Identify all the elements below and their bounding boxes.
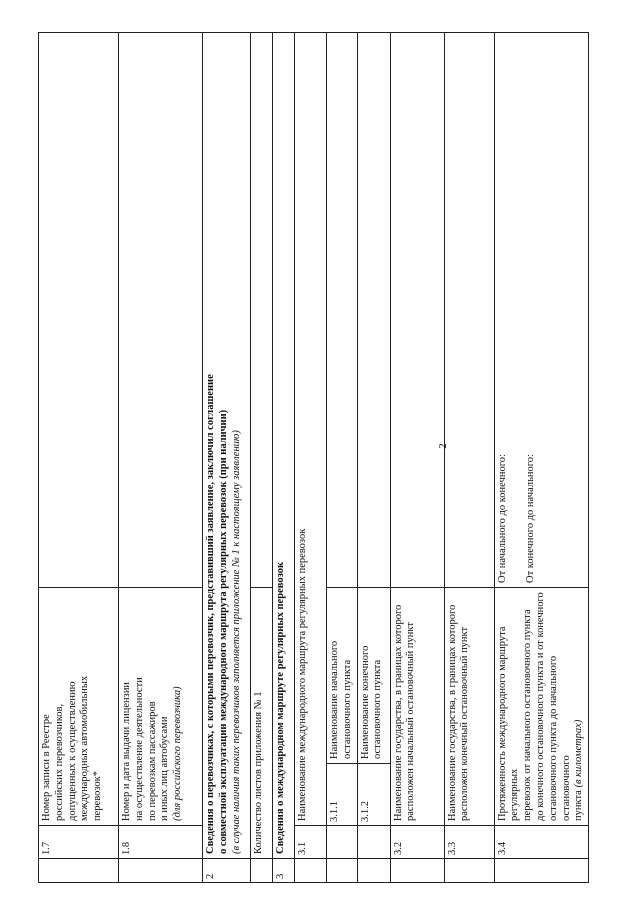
- row-number: 3.1.1: [327, 764, 358, 826]
- label-line: Номер и дата выдачи лицензии: [121, 681, 132, 821]
- value-cell[interactable]: [494, 32, 589, 587]
- row-3-3: [444, 32, 494, 882]
- row-3-1: [295, 32, 327, 882]
- application-form-table: [38, 32, 589, 883]
- row-number: 1.7: [39, 826, 119, 859]
- label-line: перевозок*: [92, 770, 104, 821]
- value-cell[interactable]: [39, 32, 119, 587]
- label-note: (для российского перевозчика): [172, 686, 184, 821]
- row-label: [444, 587, 494, 825]
- label-line: международных автомобильных: [79, 675, 91, 821]
- row-label: Наименование международного маршрута регулярных перевозок: [295, 32, 327, 825]
- row-number: 3.1: [295, 826, 327, 859]
- row-3-1-1: [327, 32, 358, 882]
- row-1-7: [39, 32, 119, 882]
- row-number: 3: [273, 859, 295, 883]
- label-line: российских перевозчиков,: [53, 703, 65, 821]
- row-1-8: [119, 32, 203, 882]
- value-cell[interactable]: [251, 32, 273, 587]
- value-cell[interactable]: [357, 32, 390, 587]
- label-line: до конечного остановочного пункта и от конечного: [534, 592, 546, 821]
- label-line: остановочного пункта до начального остановочного: [547, 655, 572, 821]
- row-3-2: [390, 32, 444, 882]
- label-line: по перевозкам пассажиров: [146, 701, 158, 821]
- label-line: Номер записи в Реестре: [41, 714, 52, 821]
- label-line: расположен начальный остановочный пункт: [405, 622, 417, 821]
- label-line: Наименование государства, в границах которого: [446, 604, 458, 821]
- distance-backward-label: От конечного до начального:: [525, 454, 537, 583]
- value-cell[interactable]: [327, 32, 358, 587]
- label-tail: пункта: [573, 787, 585, 821]
- row-2: [203, 32, 251, 882]
- value-cell[interactable]: [119, 32, 203, 587]
- section-heading: Сведения о международном маршруте регулярных перевозок: [273, 32, 295, 858]
- row-label: Наименование начального остановочного пункта: [327, 587, 358, 763]
- distance-forward-label: От начального до конечного:: [496, 454, 508, 583]
- label-line: перевозок от начального остановочного пункта: [522, 609, 534, 821]
- label-unit: (в километрах): [573, 719, 585, 788]
- row-label: [390, 587, 444, 825]
- row-number: 1.8: [119, 826, 203, 859]
- row-label: [494, 587, 589, 825]
- row-label: [119, 587, 203, 825]
- row-number: 3.3: [444, 826, 494, 859]
- label-line: и иных лиц автобусами: [159, 716, 171, 821]
- heading-note: (в случае наличия таких перевозчиков заполняется приложение № 1 к настоящему заявлению): [230, 430, 242, 854]
- label-line: [573, 592, 586, 821]
- label-line: допущенных к осуществлению: [66, 681, 78, 821]
- row-2-count: [251, 32, 273, 882]
- heading-line: о совместной эксплуатации международного маршрута регулярных перевозок (при наличии): [217, 409, 229, 854]
- row-number: 3.4: [494, 826, 589, 859]
- row-label: Наименование конечного остановочного пункта: [357, 587, 390, 763]
- label-line: на осуществление деятельности: [133, 677, 145, 821]
- value-cell[interactable]: [390, 32, 444, 587]
- label-line: расположен конечный остановочный пункт: [459, 626, 471, 821]
- row-label: [39, 587, 119, 825]
- row-3-1-2: [357, 32, 390, 882]
- page-number: 2: [437, 443, 449, 449]
- label-line: Протяженность международного маршрута регулярных: [496, 626, 521, 821]
- row-number: 3.2: [390, 826, 444, 859]
- row-number: 3.1.2: [357, 764, 390, 826]
- heading-line: Сведения о перевозчиках, с которыми перевозчик, представивший заявление, заключил соглашение: [205, 374, 216, 854]
- section-heading: [203, 32, 251, 858]
- row-3: [273, 32, 295, 882]
- value-cell[interactable]: [444, 32, 494, 587]
- row-number: 2: [203, 859, 251, 883]
- row-label: Количество листов приложения № 1: [251, 587, 273, 858]
- row-3-4: [494, 32, 589, 882]
- label-line: Наименование государства, в границах которого: [392, 604, 404, 821]
